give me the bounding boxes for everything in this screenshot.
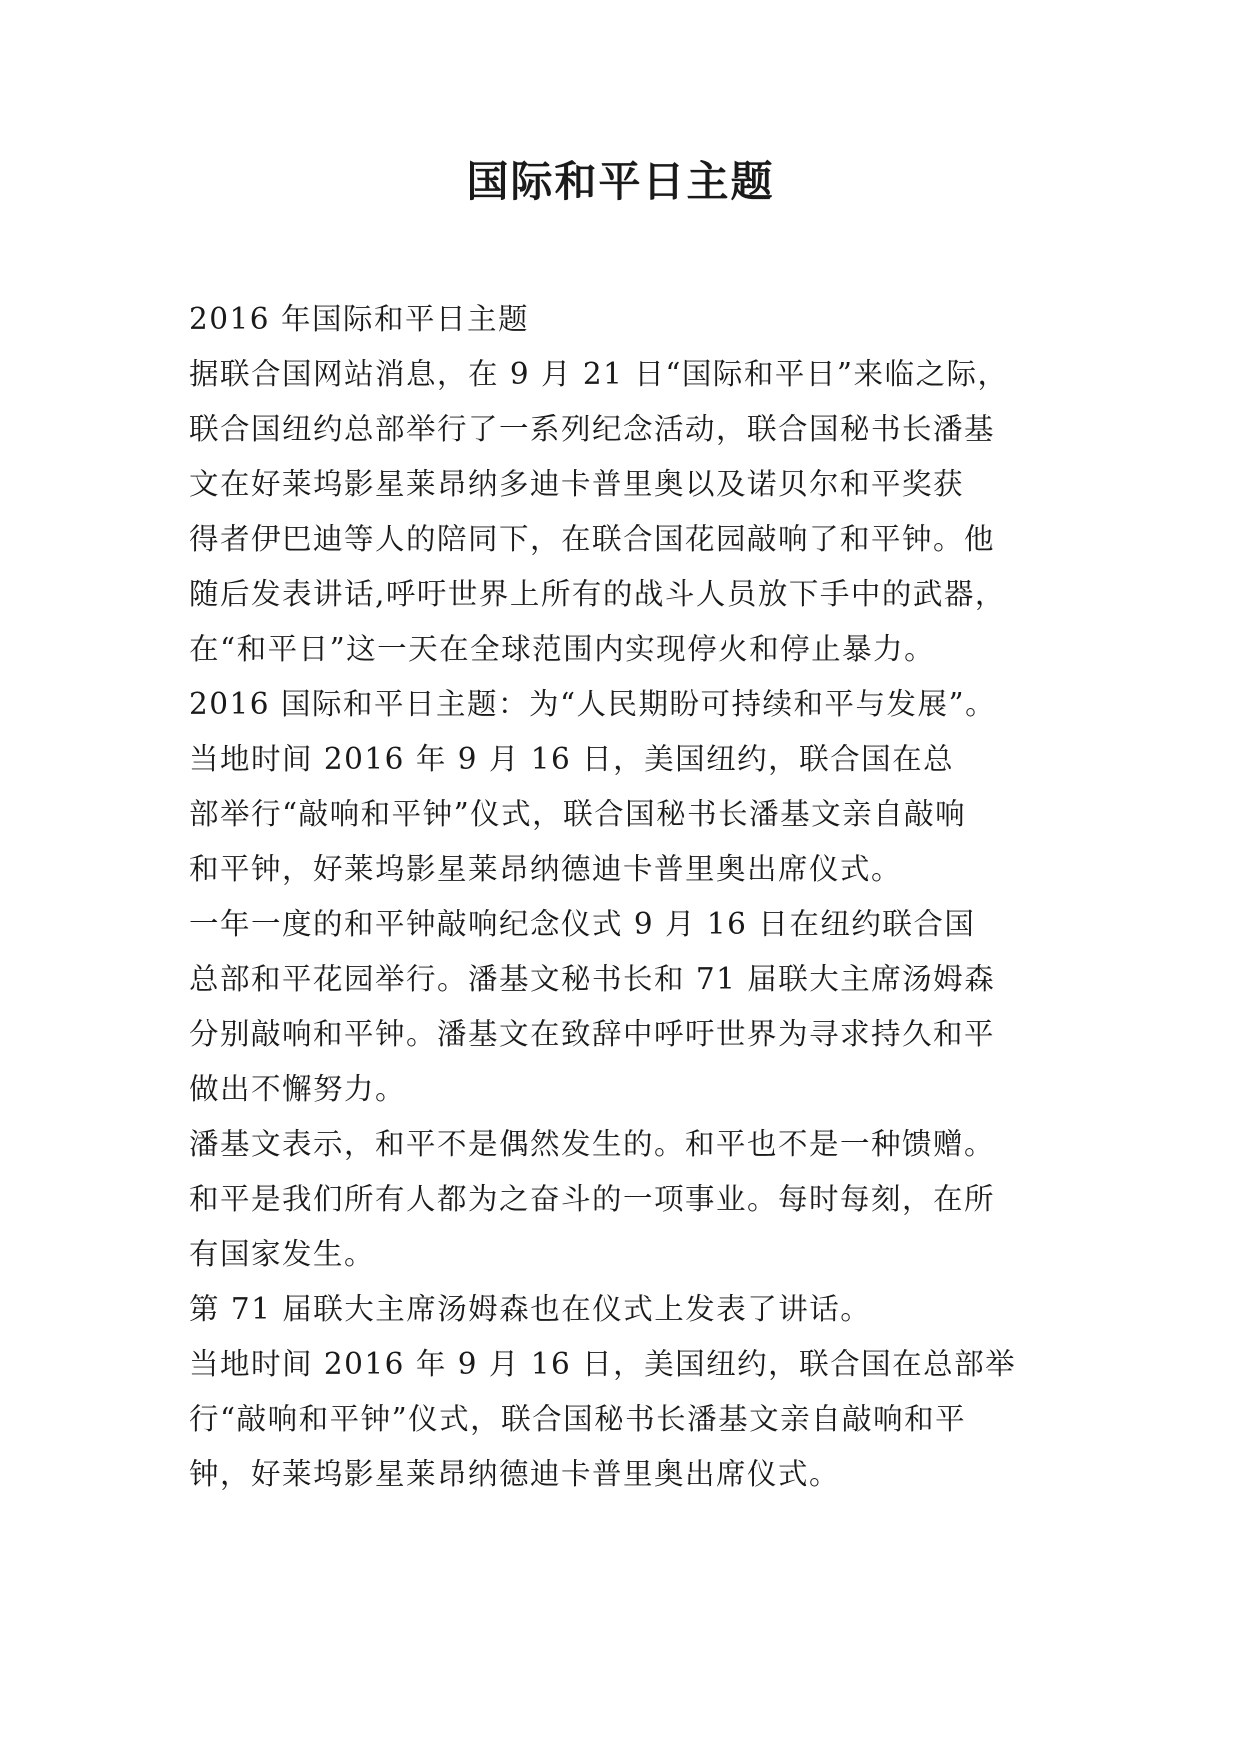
text-line: 文在好莱坞影星莱昂纳多迪卡普里奥以及诺贝尔和平奖获 — [189, 467, 965, 501]
text-line: 第 71 届联大主席汤姆森也在仪式上发表了讲话。 — [189, 1292, 872, 1326]
text-line: 2016 国际和平日主题：为“人民期盼可持续和平与发展”。 — [189, 687, 997, 721]
text-line: 分别敲响和平钟。潘基文在致辞中呼吁世界为寻求持久和平 — [189, 1017, 996, 1051]
text-line: 潘基文表示，和平不是偶然发生的。和平也不是一种馈赠。 — [189, 1127, 996, 1161]
text-line: 和平钟，好莱坞影星莱昂纳德迪卡普里奥出席仪式。 — [189, 852, 903, 886]
text-line: 当地时间 2016 年 9 月 16 日，美国纽约，联合国在总 — [189, 742, 955, 776]
text-line: 总部和平花园举行。潘基文秘书长和 71 届联大主席汤姆森 — [189, 962, 996, 996]
text-line: 随后发表讲话,呼吁世界上所有的战斗人员放下手中的武器， — [189, 577, 1006, 611]
document-body — [189, 292, 1069, 1502]
text-line: 和平是我们所有人都为之奋斗的一项事业。每时每刻，在所 — [189, 1182, 996, 1216]
text-line: 联合国纽约总部举行了一系列纪念活动，联合国秘书长潘基 — [189, 412, 996, 446]
text-line: 行“敲响和平钟”仪式，联合国秘书长潘基文亲自敲响和平 — [189, 1402, 967, 1436]
text-line: 钟，好莱坞影星莱昂纳德迪卡普里奥出席仪式。 — [189, 1457, 841, 1491]
text-line: 部举行“敲响和平钟”仪式，联合国秘书长潘基文亲自敲响 — [189, 797, 967, 831]
text-line: 据联合国网站消息，在 9 月 21 日“国际和平日”来临之际， — [189, 357, 1009, 391]
text-line: 做出不懈努力。 — [189, 1072, 407, 1106]
text-line: 在“和平日”这一天在全球范围内实现停火和停止暴力。 — [189, 632, 936, 666]
text-line: 得者伊巴迪等人的陪同下，在联合国花园敲响了和平钟。他 — [189, 522, 996, 556]
text-line: 一年一度的和平钟敲响纪念仪式 9 月 16 日在纽约联合国 — [189, 907, 976, 941]
text-line: 当地时间 2016 年 9 月 16 日，美国纽约，联合国在总部举 — [189, 1347, 1017, 1381]
text-line: 有国家发生。 — [189, 1237, 376, 1271]
document-title: 国际和平日主题 — [466, 157, 775, 206]
text-line: 2016 年国际和平日主题 — [189, 302, 529, 336]
